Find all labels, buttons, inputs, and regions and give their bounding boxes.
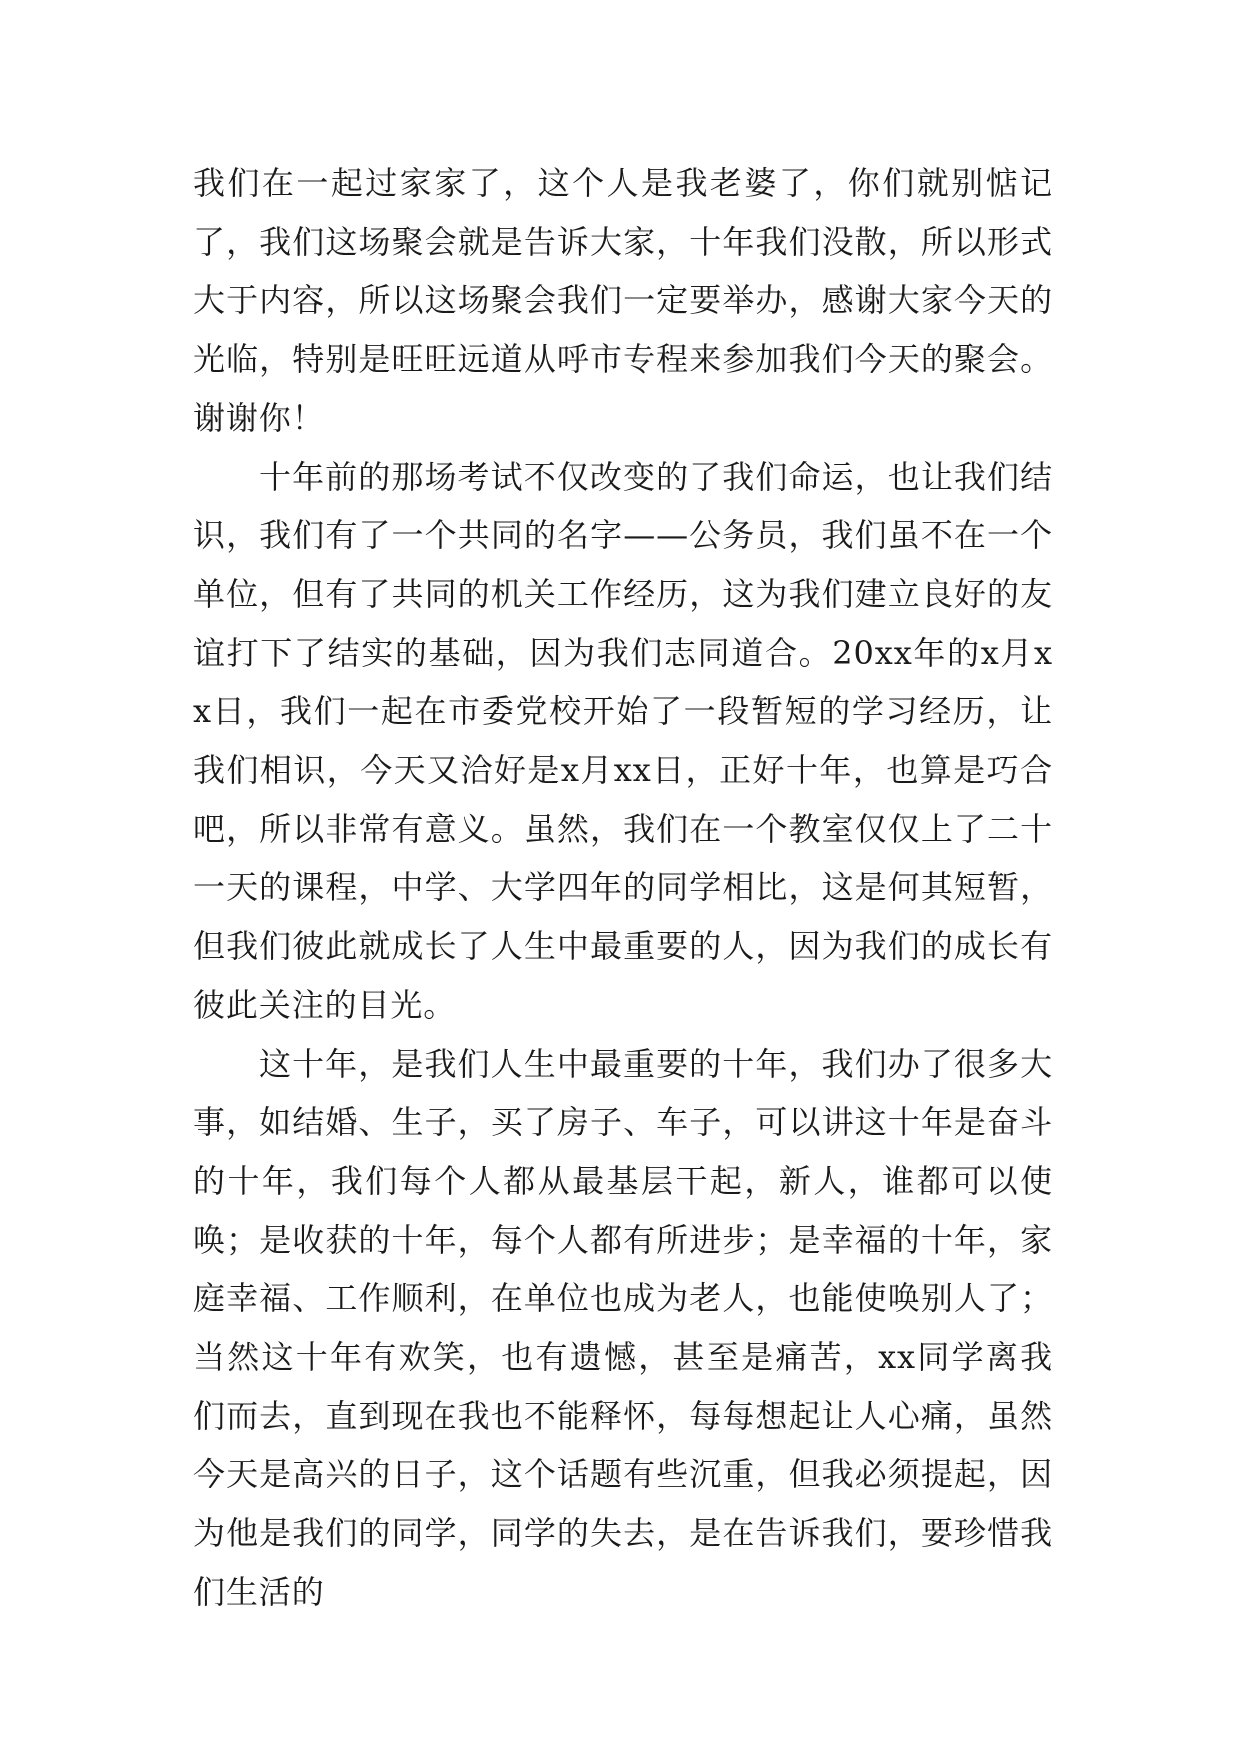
paragraph-1: 我们在一起过家家了，这个人是我老婆了，你们就别惦记了，我们这场聚会就是告诉大家，十年我们没散，所以形式大于内容，所以这场聚会我们一定要举办，感谢大家今天的光临，特别是旺旺远道从呼市专程来参加我们今天的聚会。谢谢你！ (193, 164, 1053, 437)
paragraph-2: 十年前的那场考试不仅改变的了我们命运，也让我们结识，我们有了一个共同的名字——公务员，我们虽不在一个单位，但有了共同的机关工作经历，这为我们建立良好的友谊打下了结实的基础，因为我们志同道合。20xx年的x月xx日，我们一起在市委党校开始了一段暂短的学习经历，让我们相识，今天又洽好是x月xx日，正好十年，也算是巧合吧，所以非常有意义。虽然，我们在一个教室仅仅上了二十一天的课程，中学、大学四年的同学相比，这是何其短暂，但我们彼此就成长了人生中最重要的人，因为我们的成长有彼此关注的目光。 (193, 457, 1053, 1024)
document-body (193, 154, 1053, 1622)
paragraph-3: 这十年，是我们人生中最重要的十年，我们办了很多大事，如结婚、生子，买了房子、车子，可以讲这十年是奋斗的十年，我们每个人都从最基层干起，新人，谁都可以使唤；是收获的十年，每个人都有所进步；是幸福的十年，家庭幸福、工作顺利，在单位也成为老人，也能使唤别人了；当然这十年有欢笑，也有遗憾，甚至是痛苦，xx同学离我们而去，直到现在我也不能释怀，每每想起让人心痛，虽然今天是高兴的日子，这个话题有些沉重，但我必须提起，因为他是我们的同学，同学的失去，是在告诉我们，要珍惜我们生活的 (193, 1044, 1053, 1611)
